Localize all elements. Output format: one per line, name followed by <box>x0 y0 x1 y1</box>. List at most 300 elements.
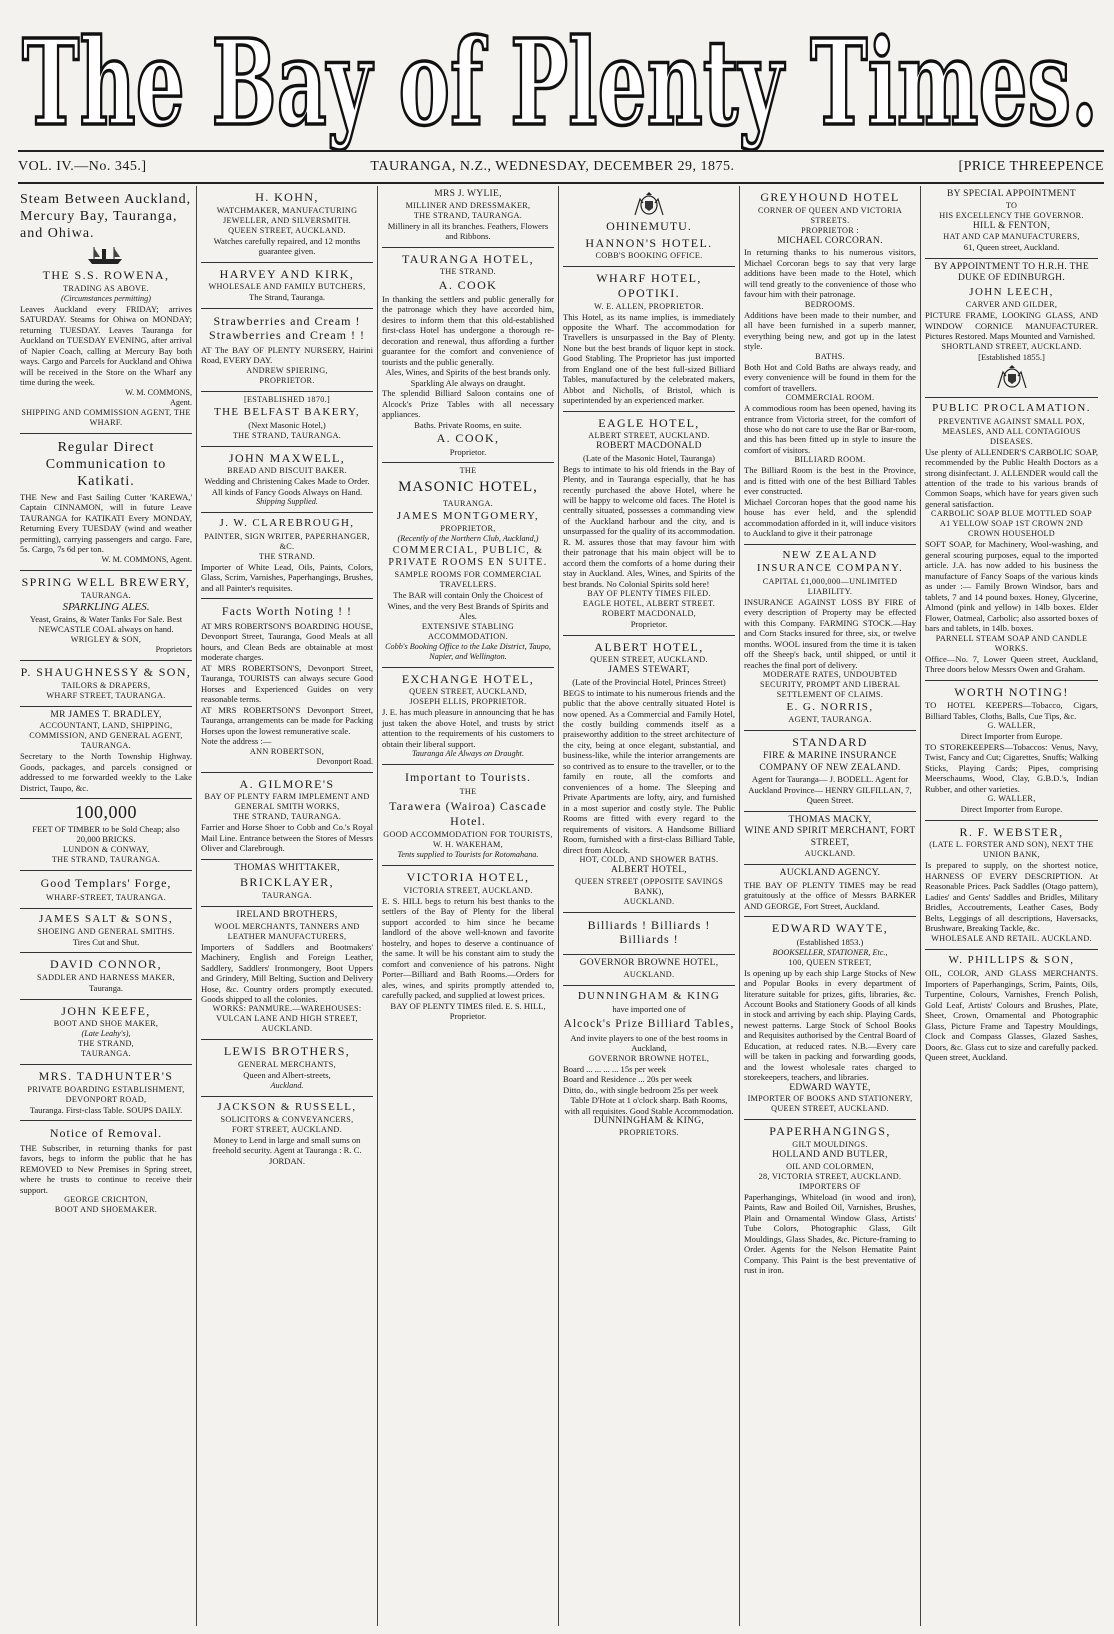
ad-name: JOHN LEECH, <box>969 285 1054 298</box>
ad-title: EXCHANGE HOTEL, <box>401 671 535 686</box>
ad-body-2: TO STOREKEEPERS—Tobaccos: Venus, Navy, Twist, Fancy and Cut; Cigarettes, Snuffs; Walking Sticks, Playing Cards; Pipes, comprising Meerschaums, Wood, Clay, G.B.D.'s, Indian Rubber, and other varieties. <box>925 741 1098 794</box>
ad-body: Farrier and Horse Shoer to Cobb and Co.'s Royal Mail Line. Entrance between the Stores of Messrs Oliver and Clarebrough. <box>201 822 373 854</box>
ad-firm: HILL & FENTON, <box>972 220 1051 231</box>
ad-trade: MILLINER AND DRESSMAKER, <box>405 200 531 210</box>
ad-body: FEET OF TIMBER to be Sold Cheap; also 20,000 BRICKS. <box>32 823 180 845</box>
ad-body: This Hotel, as its name implies, is immediately opposite the Wharf. The accommodation for Travellers is unsurpassed in the Bay of Plenty. None but the best brands of liquor kept in stock. Good Stabling. The Proprietor has just imported from England one of the best full-sized Billiard Tables, manufactured by the celebrated makers, Abbot and Nicholls, of Bristol, which is superintended by an experienced marker. <box>563 311 735 406</box>
ad-body-3: AT MRS ROBERTSON'S Devonport Street, Tauranga, arrangements can be made for Packing Horses upon the lowest remunerative scale. <box>201 704 373 736</box>
ad-name: MRS J. WYLIE, <box>434 189 502 199</box>
ad-importer-1: Direct Importer from Europe. <box>960 731 1063 742</box>
ad-tables: Alcock's Prize Billiard Tables, <box>563 1017 735 1030</box>
ad-title: STANDARD <box>792 735 868 750</box>
ad-phillips <box>925 950 1098 1068</box>
ad-place: TAURANGA. <box>261 890 313 900</box>
ad-title: Notice of Removal. <box>49 1126 163 1141</box>
ad-trade: SADDLER AND HARNESS MAKER, <box>37 973 175 983</box>
ad-cobb: Cobb's Booking Office to the Lake District, Taupo, Napier, and Wellington. <box>385 641 551 661</box>
ad-sign: WHOLESALE AND RETAIL. AUCKLAND. <box>931 933 1092 943</box>
ad-title: HANNON'S HOTEL. <box>585 235 713 250</box>
ad-accommodation: GOOD ACCOMMODATION FOR TOURISTS, <box>383 830 553 840</box>
ad-body: OIL, COLOR, AND GLASS MERCHANTS. Importers of Paperhangings, Scrim, Paints, Oils, Turpentine, Colours, Varnishes, French Polish, Gold Leaf, Artists' Colours and Brushes, Plate, Sheet, Crown, Ornamental and Photographic Glass, Picture Frame and Tapestry Mouldings, Clock and Compass Glasses, Glazed Sashes, Doors, &c. Glass cut to size and carefully packed. Queen street, Auckland. <box>925 968 1098 1063</box>
ad-edward-wayte <box>744 917 916 1120</box>
ad-shaughnessy <box>20 661 192 707</box>
ad-place: TAURANGA. <box>80 741 132 751</box>
ad-body: Wedding and Christening Cakes Made to Order. All kinds of Fancy Goods Always on Hand. <box>204 476 370 497</box>
ad-trade: HAT AND CAP MANUFACTURERS, <box>943 232 1080 242</box>
ad-john-maxwell <box>201 447 373 514</box>
ad-trade: OIL AND COLORMEN, <box>786 1161 874 1171</box>
ad-thomas-macky <box>744 812 916 866</box>
ad-cobb: COBB'S BOOKING OFFICE. <box>595 251 703 261</box>
ad-the: THE <box>459 786 477 796</box>
ad-john-keefe <box>20 1000 192 1066</box>
ad-title: BY APPOINTMENT TO H.R.H. THE DUKE OF EDINBURGH. <box>934 261 1089 284</box>
ad-title: W. PHILLIPS & SON, <box>948 953 1075 966</box>
ad-title: Regular Direct Communication to Katikati. <box>45 439 167 489</box>
ad-note: (Recently of the Northern Club, Auckland,) <box>397 533 539 543</box>
ad-title: BY SPECIAL APPOINTMENT <box>947 189 1076 199</box>
ad-sign: ALBERT HOTEL, <box>611 865 687 876</box>
ship-note: (Circumstances permitting) <box>61 293 151 303</box>
ad-body: E. S. HILL begs to return his best thanks to the settlers of the Bay of Plenty for the liberal support accorded to him since he became landlord of the above well-known and favorite hostelry, and hopes to deserve a continuance of the same. It will be his constant aim to study the comfort and convenience of his patrons. Night Porter—Billiard and Bath Rooms.—Orders for ales, wines, and spirits promptly attended to, carefully packed, and supplied at lowest prices. <box>382 895 554 1001</box>
ad-body: Begs to intimate to his old friends in the Bay of Plenty, and in Tauranga especially, that he has recently purchased the above Hotel, where he will be happy to welcome old faces. The Hotel is centrally situated, possesses a commanding view of the Auckland harbour and the city, and is unsurpassed for the quality of its accommodation. R. M. assures those that may favour him with their patronage that his main object will be to accord them the comforts of a home during their stay in Auckland. Ales, Wines, and Spirits of the best brands. No Colonial Spirits sold here! <box>563 463 735 589</box>
column-5 <box>740 186 921 1626</box>
ad-trade: WHOLESALE AND FAMILY BUTCHERS, <box>208 282 366 292</box>
ad-bed-body: Additions have been made to their number, and all have been furnished in a superb manner, everything being new, and got up in the latest style. <box>744 309 916 352</box>
ad-rate-bedroom: Ditto, do., with single bedroom 25s per week <box>563 1084 719 1095</box>
ad-name: JAMES STEWART, <box>608 665 690 676</box>
ad-bradley <box>20 707 192 800</box>
ad-body: BEGS to intimate to his numerous friends and the public that the above centrally situated Hotel is now opened. As a Commercial and Family Hotel, the costly building commends itself as a praiseworthy addition to the street architecture of the city, being at once elegant, substantial, and business-like, while the interior arrangements are so contrived as to ensure to the traveller, or to the family en route, all the comforts and conveniences of a home. The Sleeping and Private Apartments are lofty, airy, and furnished in a most superior and costly style. The Public Rooms are fitted with every regard to the requirements of visitors. A Handsome Billiard Room, furnished with a first-class Billiard Table, direct from Alcock. <box>563 687 735 855</box>
ad-addr: THE STRAND. <box>439 267 497 277</box>
ad-trade: WINE AND SPIRIT MERCHANT, FORT STREET, <box>744 826 916 848</box>
ad-masonic-hotel <box>382 463 554 668</box>
ad-body: In returning thanks to his numerous visitors, Michael Corcoran begs to say that very large additions have been made to the Hotel, which will tend greatly to the convenience of those who favour him with their patronage. <box>744 247 916 300</box>
ad-prop: PROPRIETOR : <box>801 225 859 235</box>
ad-commercial-heading: COMMERCIAL ROOM. <box>785 393 875 403</box>
ad-title: EDWARD WAYTE, <box>771 921 889 936</box>
ad-prop: PROPRIETOR, <box>440 523 496 533</box>
ad-wharf-hotel <box>563 267 735 412</box>
ad-trade: BOOKSELLER, STATIONER, Etc., <box>772 947 888 957</box>
masthead-title <box>14 4 1106 152</box>
volume-number: VOL. IV.—No. 345.] <box>18 159 147 174</box>
ad-body: Is opening up by each ship Large Stocks of New and Popular Books in every department of literature suitable for prizes, gifts, libraries, &c. Account Books and Stationery Goods of all kinds in stock and arriving by each ship. Playing Cards, newest patterns. Large Stock of School Books and Requisites authorised by the Central Board of Education, at reduced rates. N.B.—Every care will be taken in packing and forwarding goods, and the lowest wholesale rates charged to storekeepers, teachers, and libraries. <box>744 967 916 1083</box>
ad-note: (Late Leahy's), <box>81 1029 131 1039</box>
ad-billiards <box>563 913 735 955</box>
ad-clarebrough <box>201 513 373 599</box>
ad-filed: BAY OF PLENTY TIMES FILED. <box>587 589 711 599</box>
ad-trade: BOOT AND SHOEMAKER. <box>54 1205 158 1215</box>
ad-baths: HOT, COLD, AND SHOWER BATHS. <box>579 855 719 865</box>
ad-works: PARNELL STEAM SOAP AND CANDLE WORKS. <box>935 633 1088 653</box>
ad-addr: DEVONPORT ROAD, <box>65 1094 147 1104</box>
ad-title: DUNNINGHAM & KING <box>577 989 721 1002</box>
ad-trade: BAY OF PLENTY FARM IMPLEMENT AND GENERAL SMITH WORKS, <box>204 792 370 812</box>
ad-body: PICTURE FRAME, LOOKING GLASS, AND WINDOW CORNICE MANUFACTURER. Pictures Restored. Maps Mounted and Varnished. <box>925 310 1098 342</box>
ad-note: Tauranga Ale Always on Draught. <box>412 749 524 759</box>
ad-baths-body: Both Hot and Cold Baths are always ready, and every convenience will be found in them for the comfort of travellers. <box>744 361 916 393</box>
ad-harvey-kirk <box>201 263 373 309</box>
ad-note: (Late of the Masonic Hotel, Tauranga) <box>583 453 715 464</box>
ad-addr: QUEEN STREET, AUCKLAND. <box>228 225 346 235</box>
ad-name: GEORGE CRICHTON, <box>64 1195 148 1205</box>
ad-body: THE Subscriber, in returning thanks for past favors, begs to inform the public that he has REMOVED to New Premises in Spring street, where he trusts to continue to receive their support. <box>20 1142 192 1195</box>
ad-bed-heading: BEDROOMS. <box>804 299 856 309</box>
ad-name: W. E. ALLEN, PROPRIETOR. <box>594 301 704 311</box>
ad-body-2: SOFT SOAP, for Machinery, Wool-washing, and general scouring purposes, equal to the imported article. J.A. has now added to his business the manufacture of Fancy Soaps of the various kinds as under :— Family Brown Windsor, bars and tablets, 7 and 14 pound boxes. Honey, Glycerine, Almond (pink and yellow) in 14lb boxes. Elder Flower, Oatmeal, Carbolic; also assorted boxes of bars and tablets, in 14lb. boxes. <box>925 539 1098 634</box>
ad-commercial: COMMERCIAL, PUBLIC, & PRIVATE ROOMS EN SUITE. <box>388 544 548 569</box>
ad-worth-noting <box>925 681 1098 821</box>
ad-title: Steam Between Auckland, Mercury Bay, Tauranga, and Ohiwa. <box>20 192 192 242</box>
ad-title: GOVERNOR BROWNE HOTEL, <box>579 958 719 969</box>
column-3 <box>378 186 559 1626</box>
ad-baths-heading: BATHS. <box>815 351 845 361</box>
ad-addr: 100, QUEEN STREET, <box>788 957 872 967</box>
ad-sub: PREVENTIVE AGAINST SMALL POX, MEASLES, AND ALL CONTAGIOUS DISEASES. <box>938 416 1085 446</box>
issue-date: TAURANGA, N.Z., WEDNESDAY, DECEMBER 29, 1875. <box>370 159 735 174</box>
ad-body: THE New and Fast Sailing Cutter 'KAREWA,' Captain CINNAMON, will in future Leave TAURANGA for KATIKATI Every MONDAY, Returning Every TUESDAY (wind and weather permitting), carrying passengers and cargo. Fare, 5s. Cargo, 7s 6d per ton. <box>20 491 192 555</box>
ad-soaps: CARBOLIC SOAP BLUE MOTTLED SOAP A1 YELLOW SOAP 1ST CROWN 2ND CROWN HOUSEHOLD <box>931 509 1092 539</box>
ad-katikati <box>20 434 192 571</box>
ad-billiard-heading: BILLIARD ROOM. <box>794 455 866 465</box>
ad-title: JOHN MAXWELL, <box>228 450 346 465</box>
ad-jackson-russell <box>201 1097 373 1172</box>
ad-note: (LATE L. FORSTER AND SON), NEXT THE UNION BANK, <box>929 840 1094 860</box>
ad-addr: FORT STREET, AUCKLAND. <box>232 1124 342 1134</box>
ad-rates: MODERATE RATES, UNDOUBTED SECURITY, PROMPT AND LIBERAL SETTLEMENT OF CLAIMS. <box>759 670 901 700</box>
ad-title: NEW ZEALAND INSURANCE COMPANY. <box>756 548 904 575</box>
ad-body: J. E. has much pleasure in announcing that he has just taken the above Hotel, and trusts by strict attention to the requirements of his customers to obtain their liberal support. <box>382 707 554 749</box>
ad-trade: PAINTER, SIGN WRITER, PAPERHANGER, &C. <box>204 531 370 551</box>
ad-trade: SHOEING AND GENERAL SMITHS. <box>37 926 175 936</box>
ad-governor: HIS EXCELLENCY THE GOVERNOR. <box>939 210 1084 220</box>
ad-body: Watches carefully repaired, and 12 months guarantee given. <box>213 235 361 257</box>
ad-addr: ALBERT STREET, AUCKLAND. <box>588 431 710 441</box>
ad-title: GREYHOUND HOTEL <box>760 190 900 204</box>
ad-prop: Proprietors <box>155 644 192 654</box>
ad-prop: PROPRIETOR. <box>259 375 315 385</box>
ad-body: Importer of White Lead, Oils, Paints, Colors, Glass, Scrim, Varnishes, Paperhangings, Brushes, and all Painter's requisites. <box>201 561 373 593</box>
ad-ireland-brothers <box>201 907 373 1040</box>
ship-agent-office: SHIPPING AND COMMISSION AGENT, THE WHARF. <box>21 407 191 427</box>
ad-auckland-agency <box>744 865 916 917</box>
ad-note: (Late of the Provincial Hotel, Princes Street) <box>572 677 726 688</box>
ad-addr: VICTORIA STREET, AUCKLAND. <box>403 885 533 895</box>
ship-schedule: Leaves Auckland every FRIDAY; arrives SATURDAY. Steams for Ohiwa on MONDAY; returning TUESDAY. Leaves Tauranga for Auckland on TUESDAY EVENING, after arrival of Napier Coach, calling at Mercury Bay both ways. Cargo and Parcels for Auckland and Ohiwa will be received in the Store on the Wharf any time during the week. <box>20 303 192 388</box>
ad-sub: have imported one of <box>612 1004 686 1015</box>
ad-body: And invite players to one of the best rooms in Auckland, <box>570 1032 728 1054</box>
ad-body-1: AT MRS ROBERTSON'S BOARDING HOUSE, Devonport Street, Tauranga, Good Meals at all hours, and Clean Beds are obtainable at most moderate charges. <box>201 620 373 663</box>
ad-prop: Proprietor. <box>630 619 668 630</box>
masthead <box>14 4 1106 156</box>
ad-body: THE BAY OF PLENTY TIMES may be read gratuitously at the office of Messrs BARKER AND GEORGE, Fort Street, Auckland. <box>744 879 916 911</box>
ad-hotel: GOVERNOR BROWNE HOTEL, <box>588 1053 710 1063</box>
ad-closing: Michael Corcoran hopes that the good name his house has ever held, and the splendid accommodation afforded in it, will induce visitors to Auckland to give it their patronage <box>744 496 916 539</box>
ad-title: Important to Tourists. <box>405 770 531 785</box>
ad-name: A. COOK <box>438 278 498 293</box>
ad-big: 100,000 <box>75 802 137 823</box>
ad-note: First-class Table. SOUPS DAILY. <box>65 1104 183 1115</box>
ship-agent-role: Agent. <box>169 397 192 407</box>
ad-title: VICTORIA HOTEL, <box>406 870 530 885</box>
ad-rate-residence: Board and Residence ... 20s per week <box>563 1074 693 1085</box>
ad-name: W. H. WAKEHAM, <box>433 840 503 850</box>
ad-sub: FIRE & MARINE INSURANCE COMPANY OF NEW ZEALAND. <box>759 751 901 773</box>
ad-paperhangings <box>744 1120 916 1280</box>
ad-title: SPRING WELL BREWERY, <box>21 574 191 589</box>
ad-stabling: EXTENSIVE STABLING ACCOMMODATION. <box>421 621 515 641</box>
ad-trade: BRICKLAYER, <box>240 875 334 890</box>
ad-victoria-hotel <box>382 866 554 1026</box>
ad-addr-2: QUEEN STREET (OPPOSITE SAVINGS BANK), <box>574 876 724 896</box>
ad-steam-rowena <box>20 186 192 434</box>
ad-est: [ESTABLISHED 1870.] <box>243 394 330 404</box>
ad-body: Secretary to the North Township Highway. Goods, packages, and parcels consigned or addressed to me forwarded weekly to the Lake District, Taupo, &c. <box>20 751 192 793</box>
ad-belfast-bakery <box>201 392 373 447</box>
ad-tarawera-hotel <box>382 765 554 866</box>
ad-the: THE <box>459 466 477 476</box>
ad-addr: 28, VICTORIA STREET, AUCKLAND. <box>758 1171 902 1181</box>
ad-name: MICHAEL CORCORAN. <box>777 235 883 246</box>
ad-importers: IMPORTERS OF <box>799 1181 861 1191</box>
ad-trade: CARVER AND GILDER, <box>965 300 1058 310</box>
ad-facts-worth-noting <box>201 599 373 772</box>
ad-sign: E. S. HILL, Proprietor. <box>449 1000 546 1022</box>
ad-billiard: The splendid Billiard Saloon contains one of Alcock's Prize Tables with all necessary appliances. <box>382 388 554 420</box>
ad-title: A. GILMORE'S <box>239 776 335 791</box>
ad-name: ANDREW SPIERING, <box>246 365 328 375</box>
ad-title: THE BELFAST BAKERY, <box>213 405 361 418</box>
ad-name: THOMAS MACKY, <box>788 814 872 825</box>
ad-title: JAMES SALT & SONS, <box>38 912 173 925</box>
royal-arms-icon <box>995 364 1029 390</box>
ad-rate-board: Board ... ... ... ... 15s per week <box>563 1063 666 1074</box>
ad-name: E. G. NORRIS, <box>786 701 874 714</box>
ad-trade: BREAD AND BISCUIT BAKER. <box>227 466 347 476</box>
ad-body: Paperhangings, Whiteload (in wood and iron), Paints, Raw and Boiled Oil, Varnishes, Brushes, Plain and Ornamental Window Glass, Artists' Tube Colors, Photographic Glass, Gilt Mouldings, Glass Shades, &c. Picture-framing to Order. Agents for the Nelson Hematite Paint Company. This Paint is the best preventative of rust in iron. <box>744 1191 916 1276</box>
ad-firm: HOLLAND AND BUTLER, <box>772 1150 888 1161</box>
ad-body: Yeast, Grains, & Water Tanks For Sale. Best NEWCASTLE COAL always on hand. <box>29 613 183 635</box>
ad-sign: A. COOK, <box>436 431 500 446</box>
ad-est: (Established 1853.) <box>796 937 864 948</box>
ad-trade: GENERAL MERCHANTS, <box>238 1060 336 1070</box>
ad-addr: WHARF STREET, TAURANGA. <box>46 690 166 700</box>
ad-body: In thanking the settlers and public generally for the patronage which they have accorded him, desires to inform them that this old-established first-class Hotel has undergone a thorough re-decoration and renewal, thus affording a further guarantee for the comfort and convenience of tourists and the public generally. <box>382 293 554 367</box>
ad-name-2: G. WALLER, <box>987 794 1036 804</box>
ad-table: Table D'Hote at 1 o'clock sharp. Bath Rooms, with all requisites. <box>564 1095 728 1116</box>
ad-title: Facts Worth Noting ! ! <box>221 604 353 619</box>
dateline <box>18 150 1104 184</box>
ad-stable: Good Stable Accommodation. <box>629 1105 734 1116</box>
ad-title: TAURANGA HOTEL, <box>401 251 535 266</box>
ad-agent: W. M. COMMONS, Agent. <box>101 554 192 564</box>
ad-spring-well-brewery <box>20 571 192 661</box>
ad-firm: WRIGLEY & SON, <box>70 634 142 644</box>
ad-place: TAURANGA. <box>80 590 132 600</box>
ad-title: PUBLIC PROCLAMATION. <box>932 402 1091 415</box>
ad-title: WORTH NOTING! <box>954 684 1069 699</box>
column-4 <box>559 186 740 1626</box>
ad-trade: PRIVATE BOARDING ESTABLISHMENT, <box>27 1084 185 1094</box>
ad-billiard-body: The Billiard Room is the best in the Province, and is fitted with one of the best Billiard Tables ever constructed. <box>744 465 916 497</box>
ad-title: WHARF HOTEL, OPOTIKI. <box>596 271 702 300</box>
ship-agent: W. M. COMMONS, <box>125 387 192 397</box>
ad-body: Millinery in all its branches. Feathers, Flowers and Ribbons. <box>387 220 549 242</box>
ad-title: PAPERHANGINGS, <box>769 1124 891 1139</box>
ad-trade: WATCHMAKER, MANUFACTURING JEWELLER, AND SILVERSMITH. <box>216 205 358 225</box>
ad-filed: BAY OF PLENTY TIMES filed. <box>390 1000 504 1011</box>
ad-place: AUCKLAND. <box>623 969 675 979</box>
ad-name: THOMAS WHITTAKER, <box>234 862 340 873</box>
ad-h-kohn <box>201 186 373 263</box>
ad-name: JAMES MONTGOMERY, <box>396 509 540 522</box>
ad-body: AT The BAY OF PLENTY NURSERY, Hairini Road, EVERY DAY. <box>201 344 373 366</box>
ad-body: Use plenty of ALLENDER'S CARBOLIC SOAP, recommended by the Public Health Doctors as a strong disinfectant. J. ALLENDER would call the attention of the trade to his various brands of Common Soaps, which have for years given such general satisfaction. <box>925 446 1098 509</box>
ad-trade: ACCOUNTANT, LAND, SHIPPING, COMMISSION, AND GENERAL AGENT, <box>29 721 183 741</box>
ad-john-leech <box>925 259 1098 399</box>
ad-place: AUCKLAND. <box>623 896 675 906</box>
ad-note: (Next Masonic Hotel,) <box>248 420 326 431</box>
ad-works: WORKS: PANMURE.—WAREHOUSES: VULCAN LANE AND HIGH STREET, AUCKLAND. <box>212 1004 362 1034</box>
ad-title: LEWIS BROTHERS, <box>223 1044 351 1059</box>
ad-title: MASONIC HOTEL, <box>398 479 538 496</box>
ad-sign: ROBERT MACDONALD, <box>601 609 697 619</box>
ad-addr: THE STRAND, TAURANGA. <box>232 812 342 822</box>
ad-name: ANN ROBERTSON, <box>249 746 325 756</box>
ad-governor-browne <box>563 955 735 986</box>
ad-james-salt <box>20 909 192 954</box>
ad-sign: DUNNINGHAM & KING, <box>593 1115 705 1126</box>
ad-addr: Queen and Albert-streets, <box>243 1070 331 1081</box>
ad-title: EAGLE HOTEL, <box>598 415 700 430</box>
ad-trade: TAILORS & DRAPERS, <box>61 680 151 690</box>
ad-addr: THE STRAND, <box>77 1039 135 1049</box>
ad-body: Money to Lend in large and small sums on freehold security. <box>212 1134 361 1156</box>
ad-title: J. W. CLAREBROUGH, <box>219 517 355 530</box>
columns <box>16 186 1106 1626</box>
ad-place: Tauranga. <box>29 1104 64 1115</box>
ad-title: P. SHAUGHNESSY & SON, <box>20 664 192 679</box>
ad-addr: THE STRAND, TAURANGA. <box>51 854 161 864</box>
ad-addr: Devonport Road. <box>316 756 373 766</box>
ad-name: JOSEPH ELLIS, PROPRIETOR. <box>409 697 527 707</box>
ad-title: MRS. TADHUNTER'S <box>38 1069 174 1084</box>
ad-prop: PROPRIETORS. <box>618 1127 680 1137</box>
ad-note: Shipping Supplied. <box>256 497 318 507</box>
ad-whittaker <box>201 860 373 907</box>
ad-addr: WHARF-STREET, TAURANGA. <box>46 892 166 902</box>
ad-agent: AGENT, TAURANGA. <box>788 715 872 725</box>
ad-name: ROBERT MACDONALD <box>596 441 702 452</box>
ad-place: Tauranga. <box>89 983 123 994</box>
ad-david-connor <box>20 953 192 999</box>
ad-hannons-hotel <box>563 186 735 267</box>
ad-sparkling: Sparkling Ale always on draught. <box>410 377 526 388</box>
ad-addr-2: EAGLE HOTEL, ALBERT STREET. <box>582 599 716 609</box>
ad-capital: CAPITAL £1,000,000—UNLIMITED LIABILITY. <box>762 576 898 596</box>
ad-place: Auckland. <box>270 1080 304 1090</box>
ship-name: THE S.S. ROWENA, <box>42 268 170 283</box>
ad-addr: The Strand, Tauranga. <box>248 292 326 303</box>
ad-agent: Agent at Tauranga : R. C. JORDAN. <box>268 1145 362 1166</box>
ad-greyhound-hotel <box>744 186 916 545</box>
royal-arms-icon <box>632 191 666 217</box>
ad-eagle-hotel <box>563 412 735 636</box>
ad-standard-insurance <box>744 731 916 811</box>
ad-lewis-brothers <box>201 1040 373 1096</box>
ad-trade: BOOT AND SHOE MAKER, <box>53 1019 159 1029</box>
ad-title: JOHN KEEFE, <box>61 1003 151 1018</box>
ad-sample: SAMPLE ROOMS FOR COMMERCIAL TRAVELLERS. <box>394 570 542 590</box>
ad-hotel: Tarawera (Wairoa) Cascade Hotel. <box>389 798 547 828</box>
ad-trade: WOOL MERCHANTS, TANNERS AND LEATHER MANUFACTURERS, <box>214 921 360 941</box>
ad-webster <box>925 821 1098 950</box>
ad-albert-hotel <box>563 636 735 913</box>
ad-office: Office—No. 7, Lower Queen street, Auckland, Three doors below Messrs Owen and Graham. <box>925 653 1098 675</box>
ad-importer-2: Direct Importer from Europe. <box>960 804 1063 815</box>
ad-dunningham-king <box>563 986 735 1143</box>
ad-prop: Proprietor. <box>449 446 487 457</box>
ad-addr: THE STRAND. <box>258 551 316 561</box>
ad-addr: THE STRAND, TAURANGA. <box>413 210 523 220</box>
price: [PRICE THREEPENCE <box>958 159 1104 174</box>
ad-est: [Established 1855.] <box>978 351 1045 362</box>
ad-place: AUCKLAND. <box>804 849 856 859</box>
ad-nz-insurance <box>744 545 916 732</box>
ad-sign: EDWARD WAYTE, <box>789 1082 871 1093</box>
ad-title: JACKSON & RUSSELL, <box>217 1100 357 1113</box>
ad-addr: SHORTLAND STREET, AUCKLAND. <box>941 341 1082 351</box>
ad-sub: IMPORTER OF BOOKS AND STATIONERY, QUEEN STREET, AUCKLAND. <box>747 1094 913 1114</box>
ad-title: Strawberries and Cream ! Strawberries and Cream ! ! <box>209 313 365 343</box>
ad-ales: SPARKLING ALES. <box>62 600 150 613</box>
column-2 <box>197 186 378 1626</box>
ad-templars-forge <box>20 871 192 909</box>
ad-body: Is prepared to supply, on the shortest notice, HARNESS OF EVERY DESCRIPTION. At Reasonable Prices. Pack Saddles (Otago pattern), Ladies' and Gents' Saddles and Bridles, Military Bridles, Accoutrements, Leather Cases, Body Belts, Leggings of all descriptions, Haversacks, Brushware, Breaking Tackle, &c. <box>925 860 1098 934</box>
ad-tadhunter <box>20 1065 192 1121</box>
ad-addr: QUEEN STREET, AUCKLAND. <box>590 655 708 665</box>
ad-name: MR JAMES T. BRADLEY, <box>50 709 162 720</box>
ad-body: INSURANCE AGAINST LOSS BY FIRE of every description of Property may be effected with this Company. FARMING STOCK.—Hay and Corn Stacks insured for three, six, or twelve months. WOOL insured from the time it is taken off the Sheep's back, until shipped, or until it reaches the final port of delivery. <box>744 596 916 670</box>
ad-tauranga-hotel <box>382 248 554 464</box>
ad-place: TAURANGA. <box>442 498 494 508</box>
ad-to: TO <box>1005 200 1018 210</box>
ad-title: IRELAND BROTHERS, <box>236 909 338 920</box>
ad-addr: QUEEN STREET, AUCKLAND, <box>409 687 527 697</box>
ad-title: HARVEY AND KIRK, <box>219 266 355 281</box>
ad-body: Importers of Saddlers and Bootmakers' Machinery, English and Foreign Leather, Saddlery, Saddlers' Ironmongery, Boot Uppers and Grindery, Mill Belting, Suction and Delivery Hose, &c. Country orders promptly executed. Goods shipped to all the colonies. <box>201 941 373 1004</box>
ad-gilmore <box>201 773 373 860</box>
ad-baths: Baths. Private Rooms, en suite. <box>414 419 522 430</box>
ad-firm: LUNDON & CONWAY, <box>63 844 149 854</box>
ad-note: Note the address :— <box>201 736 272 747</box>
ad-title: DAVID CONNOR, <box>50 957 162 972</box>
ad-name-1: G. WALLER, <box>987 721 1036 731</box>
svg-text:The Bay of Plenty Times.: The Bay of Plenty Times. <box>22 13 1098 152</box>
ad-title: AUCKLAND AGENCY. <box>779 868 881 879</box>
ad-title: Billiards ! Billiards ! Billiards ! <box>587 917 711 947</box>
ad-place: TAURANGA. <box>80 1049 132 1059</box>
ad-notice-removal <box>20 1121 192 1220</box>
ad-hill-fenton <box>925 186 1098 259</box>
ad-title: R. F. WEBSTER, <box>959 824 1064 839</box>
ad-note: Tents supplied to Tourists for Rotomahana. <box>397 850 539 860</box>
ad-body-2: AT MRS ROBERTSON'S, Devonport Street, Tauranga, TOURISTS can always secure Good Horses and Experienced Guides on very reasonable terms. <box>201 662 373 705</box>
ad-title: H. KOHN, <box>255 190 319 204</box>
ad-body-1: TO HOTEL KEEPERS—Tobacco, Cigars, Billiard Tables, Cloths, Balls, Cue Tips, &c. <box>925 700 1098 721</box>
column-6 <box>921 186 1102 1626</box>
